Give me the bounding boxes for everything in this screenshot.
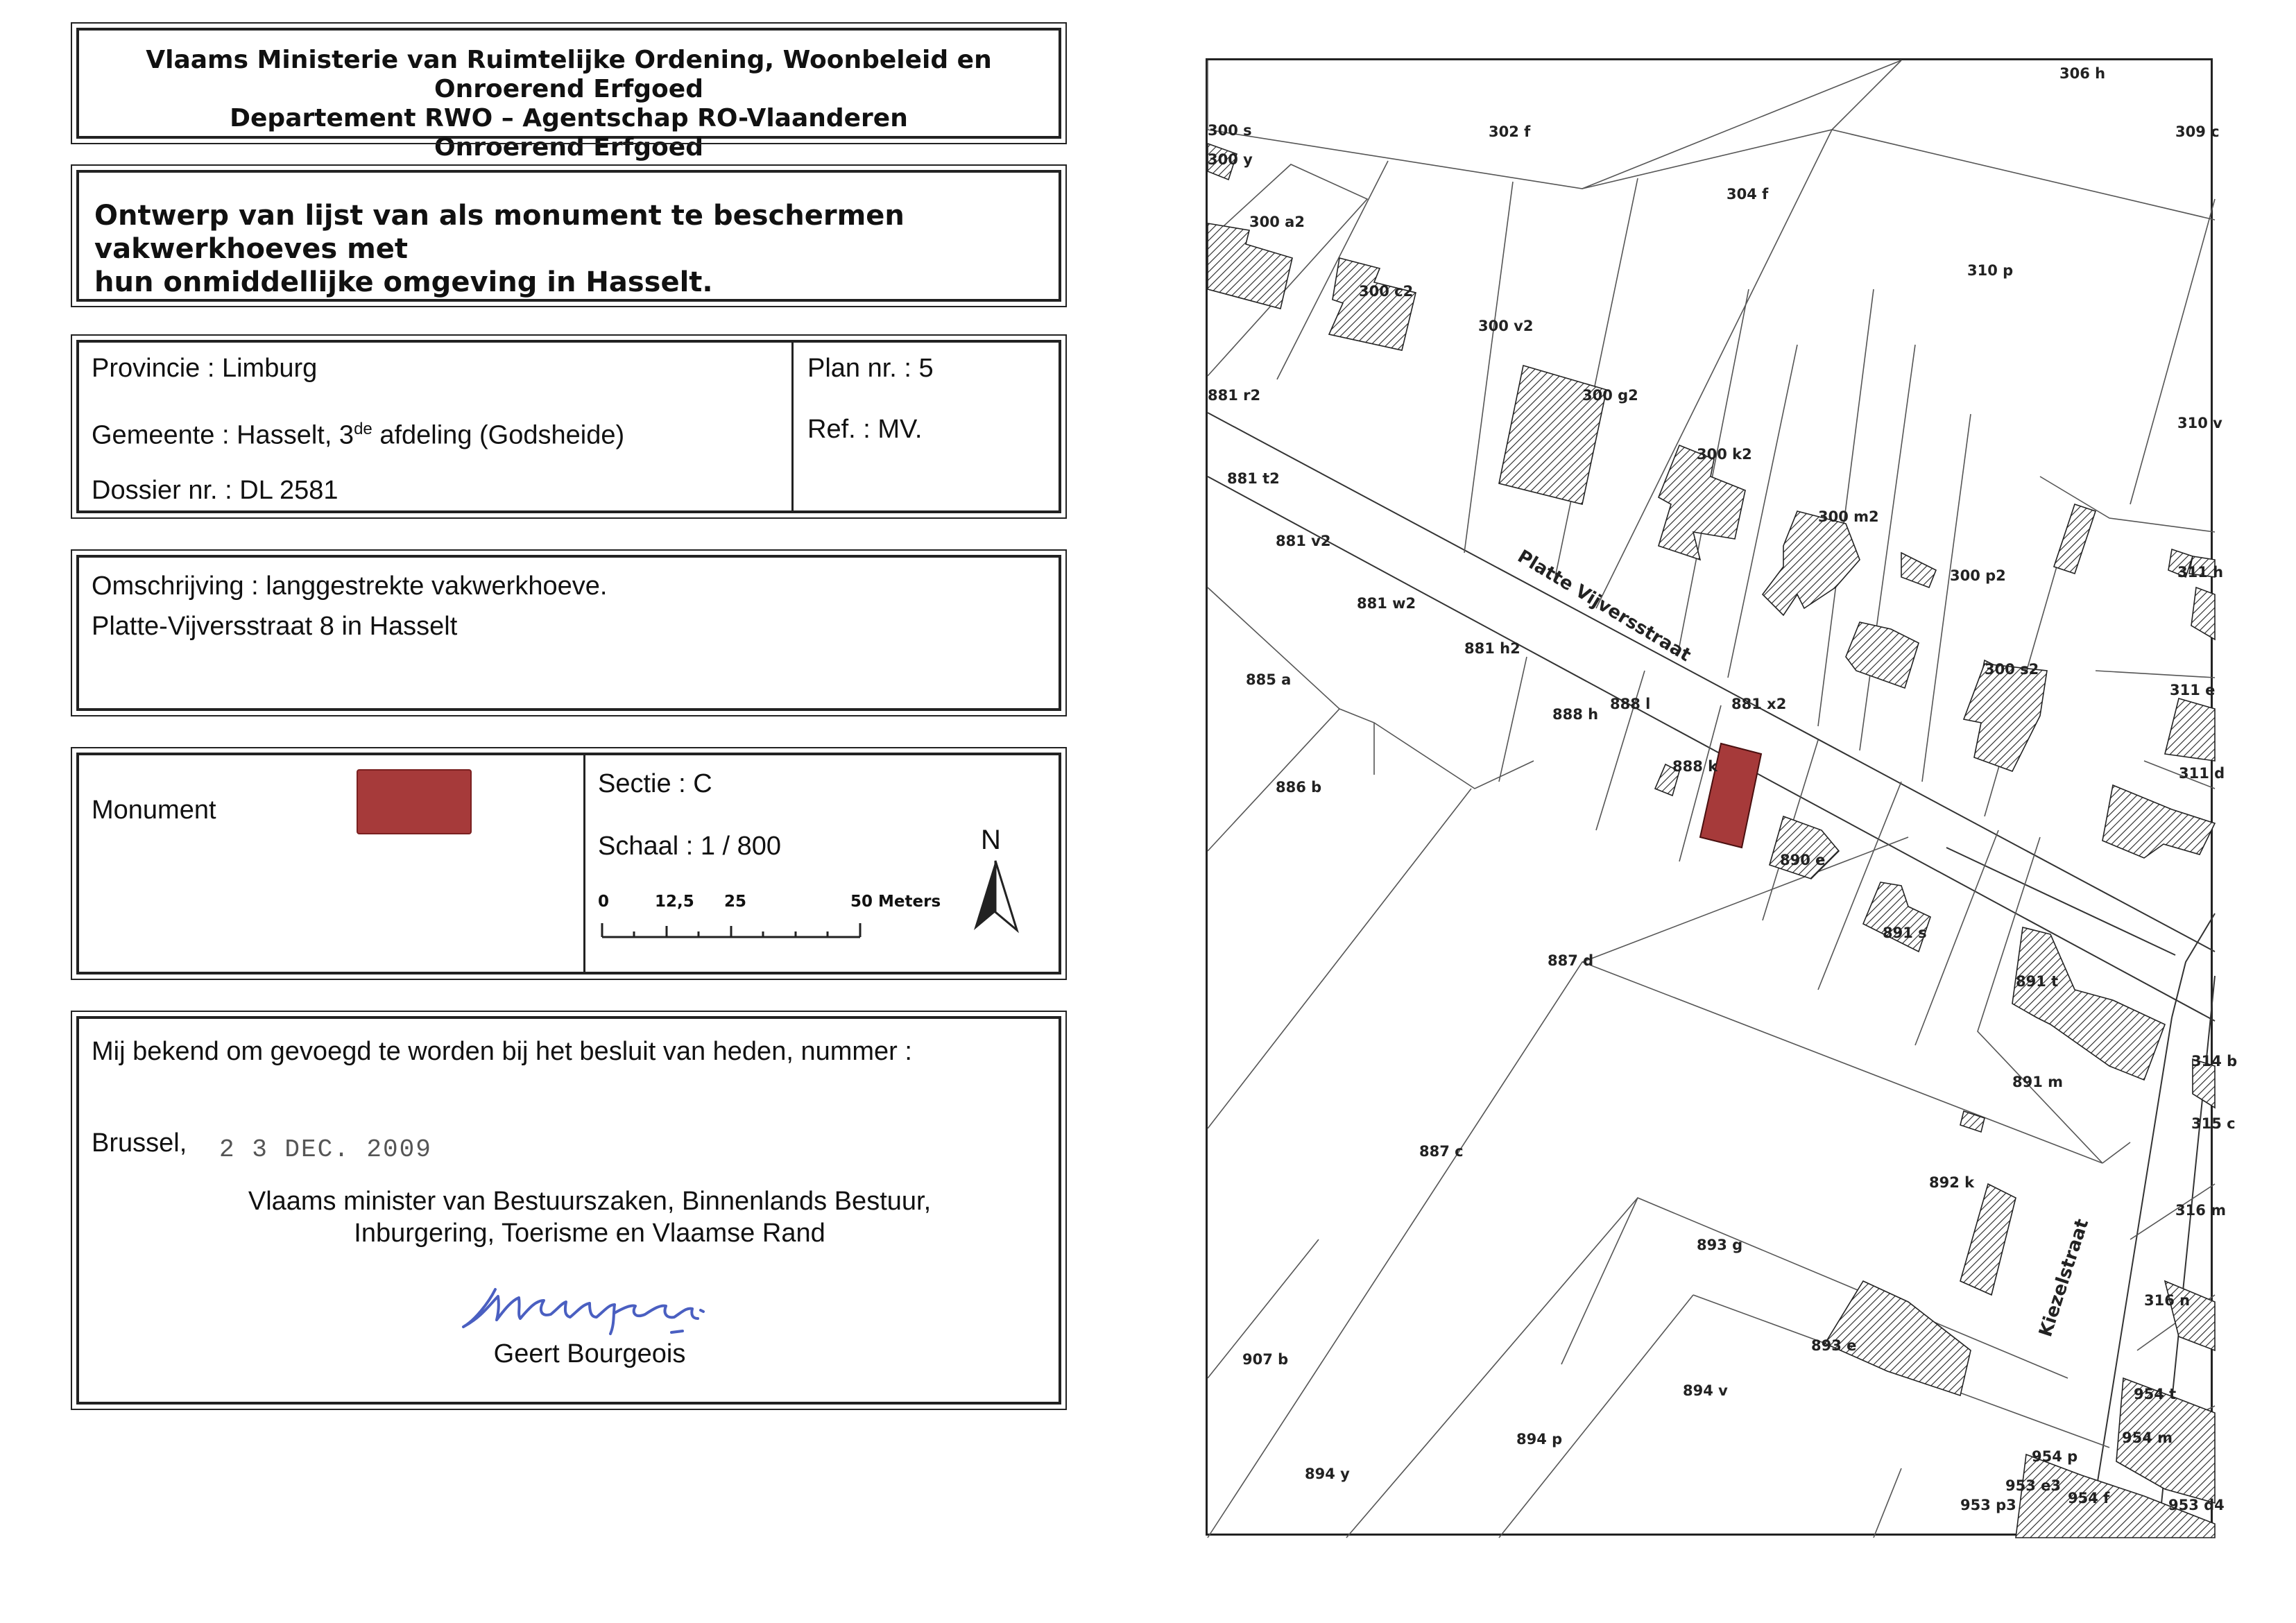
scale-tick-50: 50 Meters: [850, 893, 941, 911]
minister-line-2: Inburgering, Toerisme en Vlaamse Rand: [354, 1219, 825, 1248]
building: [1964, 664, 2047, 771]
parcel-label: 885 a: [1246, 671, 1292, 688]
building: [1770, 816, 1839, 879]
info-panel: [76, 340, 1061, 513]
parcel-label: 954 p: [2032, 1448, 2078, 1465]
scale-tick-25: 25: [724, 893, 747, 911]
ministry-header: [76, 28, 1061, 162]
parcel-label: 893 g: [1697, 1237, 1743, 1253]
sectie-field: Sectie : C: [598, 769, 712, 798]
building: [1960, 1184, 2016, 1295]
parcel-label: 311 h: [2177, 564, 2224, 581]
parcel-label: 894 p: [1516, 1431, 1563, 1448]
ministry-line-3: Onroerend Erfgoed: [434, 133, 703, 162]
parcel-label: 890 e: [1780, 852, 1826, 868]
scale-tick-0: 0: [598, 893, 610, 911]
parcel-label: 310 p: [1967, 262, 2014, 279]
parcel-label: 887 d: [1548, 952, 1594, 969]
description-line-1: Omschrijving : langgestrekte vakwerkhoeve.: [92, 572, 608, 601]
building: [1499, 366, 1607, 504]
ref-field: Ref. : MV.: [807, 415, 923, 444]
road-junction-edge: [1946, 848, 2175, 955]
street-label-platte-vijversstraat: Platte Vijversstraat: [1514, 546, 1695, 667]
parcel-label: 881 h2: [1464, 640, 1520, 657]
parcel-label: 887 c: [1419, 1143, 1464, 1160]
north-arrow-icon: [971, 858, 1020, 934]
building: [2102, 785, 2215, 858]
provincie-field: Provincie : Limburg: [92, 354, 318, 383]
building: [1901, 553, 1936, 587]
legend-left: [79, 755, 585, 972]
dossier-field: Dossier nr. : DL 2581: [92, 476, 339, 505]
parcel-label: 893 e: [1811, 1337, 1857, 1354]
parcel-label: 300 g2: [1582, 387, 1638, 404]
building: [1329, 258, 1416, 350]
parcel-label: 300 s2: [1985, 661, 2039, 678]
parcel-label: 300 p2: [1950, 567, 2006, 584]
parcel-label: 300 y: [1208, 151, 1253, 168]
parcel-label: 881 v2: [1276, 533, 1331, 549]
description-panel: [76, 555, 1061, 711]
signature-panel: [76, 1016, 1061, 1405]
ministry-line-2: Departement RWO – Agentschap RO-Vlaanderen: [230, 104, 908, 132]
legend-right: [585, 755, 1059, 972]
parcel-label: 300 s: [1208, 122, 1252, 139]
gemeente-superscript: de: [354, 420, 372, 438]
parcel-label: 894 v: [1683, 1382, 1728, 1399]
building: [2165, 1281, 2215, 1350]
building: [2012, 927, 2165, 1080]
scale-tick-12-5: 12,5: [655, 893, 694, 911]
parcel-label: 881 t2: [1227, 470, 1280, 487]
cadastral-map: [1206, 58, 2238, 1536]
date-stamp: 2 3 DEC. 2009: [219, 1135, 432, 1164]
parcel-label: 888 k: [1672, 758, 1718, 775]
parcel-label: 894 y: [1305, 1466, 1350, 1482]
place-label: Brussel,: [92, 1128, 187, 1158]
parcel-label: 311 d: [2179, 765, 2225, 782]
parcel-label: 891 s: [1883, 925, 1927, 941]
parcel-label: 306 h: [2059, 65, 2106, 82]
parcel-label: 886 b: [1276, 779, 1322, 796]
parcel-label: 314 b: [2191, 1053, 2238, 1070]
parcel-label: 888 h: [1552, 706, 1599, 723]
parcel-label: 304 f: [1727, 186, 1769, 203]
schaal-field: Schaal : 1 / 800: [598, 832, 782, 861]
parcel-label: 907 b: [1242, 1351, 1289, 1368]
parcel-label: 954 t: [2134, 1386, 2177, 1402]
parcel-label: 300 m2: [1818, 508, 1879, 525]
minister-name: Geert Bourgeois: [493, 1339, 686, 1368]
parcel-label: 300 a2: [1249, 214, 1305, 230]
building: [1960, 1111, 1985, 1132]
building: [2191, 587, 2215, 639]
monument-swatch: [357, 769, 472, 834]
info-left: [79, 343, 794, 510]
parcel-label: 300 k2: [1697, 446, 1752, 463]
parcel-label: 888 l: [1610, 696, 1651, 712]
ministry-line-1: Vlaams Ministerie van Ruimtelijke Ordening, Woonbeleid en Onroerend Erfgoed: [146, 46, 992, 103]
map-canvas: [1208, 60, 2238, 1538]
title-line-1: Ontwerp van lijst van als monument te beschermen vakwerkhoeves met: [94, 200, 905, 265]
parcel-label: 316 n: [2144, 1292, 2191, 1309]
parcel-label: 954 f: [2068, 1490, 2110, 1506]
parcel-label: 953 d4: [2168, 1497, 2225, 1513]
north-letter: N: [981, 825, 1001, 855]
building: [1763, 511, 1860, 615]
minister-title: [79, 1185, 1059, 1249]
building: [1208, 223, 1292, 309]
description-line-2: Platte-Vijversstraat 8 in Hasselt: [92, 612, 458, 641]
building: [2165, 698, 2215, 761]
document-title: [76, 170, 1061, 302]
legend-panel: [76, 753, 1061, 974]
parcel-label: 311 e: [2170, 682, 2216, 698]
parcel-label: 891 m: [2012, 1074, 2064, 1090]
approval-intro: Mij bekend om gevoegd te worden bij het besluit van heden, nummer :: [92, 1037, 912, 1066]
parcel-label: 881 x2: [1731, 696, 1787, 712]
info-right: [794, 343, 1059, 510]
parcel-label: 954 m: [2122, 1429, 2173, 1446]
gemeente-suffix: afdeling (Godsheide): [372, 420, 625, 450]
handwritten-signature: [454, 1255, 745, 1338]
parcel-label: 302 f: [1489, 123, 1531, 140]
minister-line-1: Vlaams minister van Bestuurszaken, Binnenlands Bestuur,: [248, 1187, 932, 1216]
title-line-2: hun onmiddellijke omgeving in Hasselt.: [94, 266, 713, 298]
gemeente-field: [92, 416, 791, 477]
parcel-label: 881 r2: [1208, 387, 1261, 404]
parcel-label: 892 k: [1929, 1174, 1975, 1191]
building: [2054, 504, 2096, 574]
parcel-label: 310 v: [2177, 415, 2222, 431]
gemeente-prefix: Gemeente : Hasselt, 3: [92, 420, 354, 450]
building: [1863, 882, 1930, 952]
building: [1846, 622, 1919, 688]
parcel-label: 300 v2: [1478, 318, 1534, 334]
parcel-label: 315 c: [2191, 1115, 2236, 1132]
parcel-label: 309 c: [2175, 123, 2220, 140]
parcel-label: 953 e3: [2005, 1477, 2062, 1494]
parcel-label: 881 w2: [1357, 595, 1416, 612]
street-label-kiezelstraat: Kiezelstraat: [2035, 1216, 2093, 1340]
monument-label: Monument: [92, 796, 216, 825]
parcel-label: 891 t: [2016, 973, 2059, 990]
scale-bar: [599, 916, 863, 944]
parcel-label: 316 m: [2175, 1202, 2227, 1219]
parcel-label: 300 c2: [1359, 283, 1414, 300]
plan-field: Plan nr. : 5: [807, 354, 934, 383]
parcel-label: 953 p3: [1960, 1497, 2016, 1513]
